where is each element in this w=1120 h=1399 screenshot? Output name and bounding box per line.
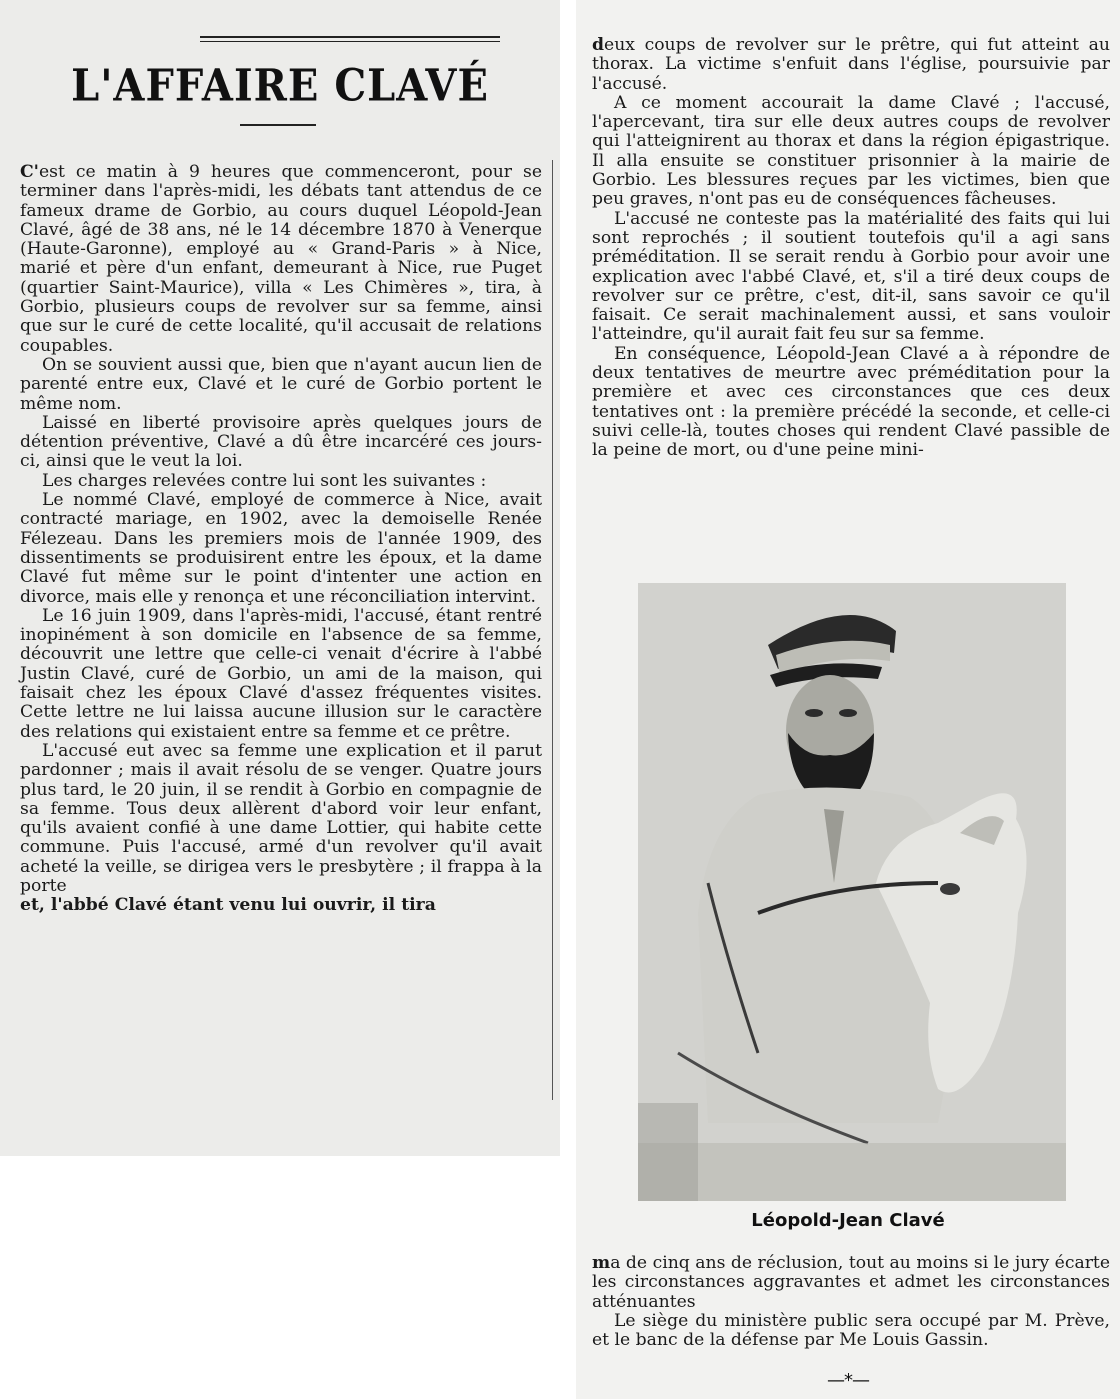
paragraph: Le siège du ministère public sera occupé par M. Prève, et le banc de la défense par Me Louis Gassin. — [592, 1310, 1110, 1351]
paragraph: A ce moment accourait la dame Clavé ; l'accusé, l'apercevant, tira sur elle deux autres coups de revolver qui l'atteignirent au thorax et dans la région épigastrique. Il alla ensuite se constituer prisonnier à la mairie de Gorbio. Les blessures reçues par les victimes, bien que peu graves, n'ont pas eu de conséquences fâcheuses. — [592, 92, 1110, 210]
paragraph: Laissé en liberté provisoire après quelques jours de détention préventive, Clavé a dû être incarcéré ces jours-ci, ainsi que le veut la loi. — [20, 412, 542, 472]
paragraph: L'accusé ne conteste pas la matérialité des faits qui lui sont reprochés ; il soutient toutefois qu'il a agi sans préméditation. Il se serait rendu à Gorbio pour avoir une explication avec l'abbé Clavé, et, s'il a tiré deux coups de revolver sur ce prêtre, c'est, dit-il, sans savoir ce qu'il faisait. Ce serait machinalement aussi, et sans vouloir l'atteindre, qu'il aurait fait feu sur sa femme. — [592, 208, 1110, 345]
paragraph: Les charges relevées contre lui sont les suivantes : — [42, 470, 487, 491]
right-column-continuation — [592, 1254, 1110, 1350]
end-ornament: —*— — [827, 1370, 869, 1391]
paragraph: C'est ce matin à 9 heures que commenceront, pour se terminer dans l'après-midi, les débats tant attendus de ce fameux drame de Gorbio, au cours duquel Léopold-Jean Clavé, âgé de 38 ans, né le 14 décembre 1870 à Venerque (Haute-Garonne), employé au « Grand-Paris » à Nice, marié et père d'un enfant, demeurant à Nice, rue Puget (quartier Saint-Maurice), villa « Les Chimères », tira, à Gorbio, plusieurs coups de revolver sur sa femme, ainsi que sur le curé de cette localité, qu'il accusait de relations coupables. — [20, 162, 542, 356]
paragraph: En conséquence, Léopold-Jean Clavé a à répondre de deux tentatives de meurtre avec préméditation pour la première et avec ces circonstances que ces deux tentatives ont : la première précédé la seconde, et celle-ci suivi celle-là, toutes choses qui rendent Clavé passible de la peine de mort, ou d'une peine mini- — [592, 343, 1110, 461]
title-rule-top — [200, 36, 500, 38]
paragraph: Le 16 juin 1909, dans l'après-midi, l'accusé, étant rentré inopinément à son domicile en l'absence de sa femme, découvrit une lettre que celle-ci venait d'écrire à l'abbé Justin Clavé, curé de Gorbio, un ami de la maison, qui faisait chez les époux Clavé d'assez fréquentes visites. Cette lettre ne lui laissa aucune illusion sur le caractère des relations qui existaient entre sa femme et ce prêtre. — [20, 605, 542, 742]
paragraph: On se souvient aussi que, bien que n'ayant aucun lien de parenté entre eux, Clavé et le curé de Gorbio portent le même nom. — [20, 354, 542, 414]
left-column-text — [20, 163, 542, 916]
title-rule-under — [240, 124, 316, 126]
paragraph: Le nommé Clavé, employé de commerce à Nice, avait contracté mariage, en 1902, avec la demoiselle Renée Félezeau. Dans les premiers mois de l'année 1909, des dissentiments se produisirent entre les époux, et la dame Clavé fut même sur le point d'intenter une action en divorce, mais elle y renonça et une réconciliation intervint. — [20, 490, 542, 607]
paragraph: ma de cinq ans de réclusion, tout au moins si le jury écarte les circonstances aggravantes et admet les circonstances atténuantes — [592, 1253, 1110, 1312]
paragraph-last-line: et, l'abbé Clavé étant venu lui ouvrir, il tira — [20, 895, 436, 916]
photo-caption: Léopold-Jean Clavé — [751, 1210, 945, 1231]
title-rule-top-thin — [200, 41, 500, 42]
right-column-text — [592, 36, 1110, 461]
portrait-photo — [638, 583, 1066, 1201]
column-divider — [552, 160, 553, 1100]
paragraph: deux coups de revolver sur le prêtre, qui fut atteint au thorax. La victime s'enfuit dans l'église, poursuivie par l'accusé. — [592, 35, 1110, 94]
portrait-illustration — [638, 583, 1066, 1201]
paragraph: L'accusé eut avec sa femme une explication et il parut pardonner ; mais il avait résolu de se venger. Quatre jours plus tard, le 20 juin, il se rendit à Gorbio en compagnie de sa femme. Tous deux allèrent d'abord voir leur enfant, qu'ils avaient confié à une dame Lottier, qui habite cette commune. Puis l'accusé, armé d'un revolver qu'il avait acheté la veille, se dirigea vers le presbytère ; il frappa à la porte — [20, 740, 542, 896]
article-title: L'AFFAIRE CLAVÉ — [71, 59, 489, 112]
